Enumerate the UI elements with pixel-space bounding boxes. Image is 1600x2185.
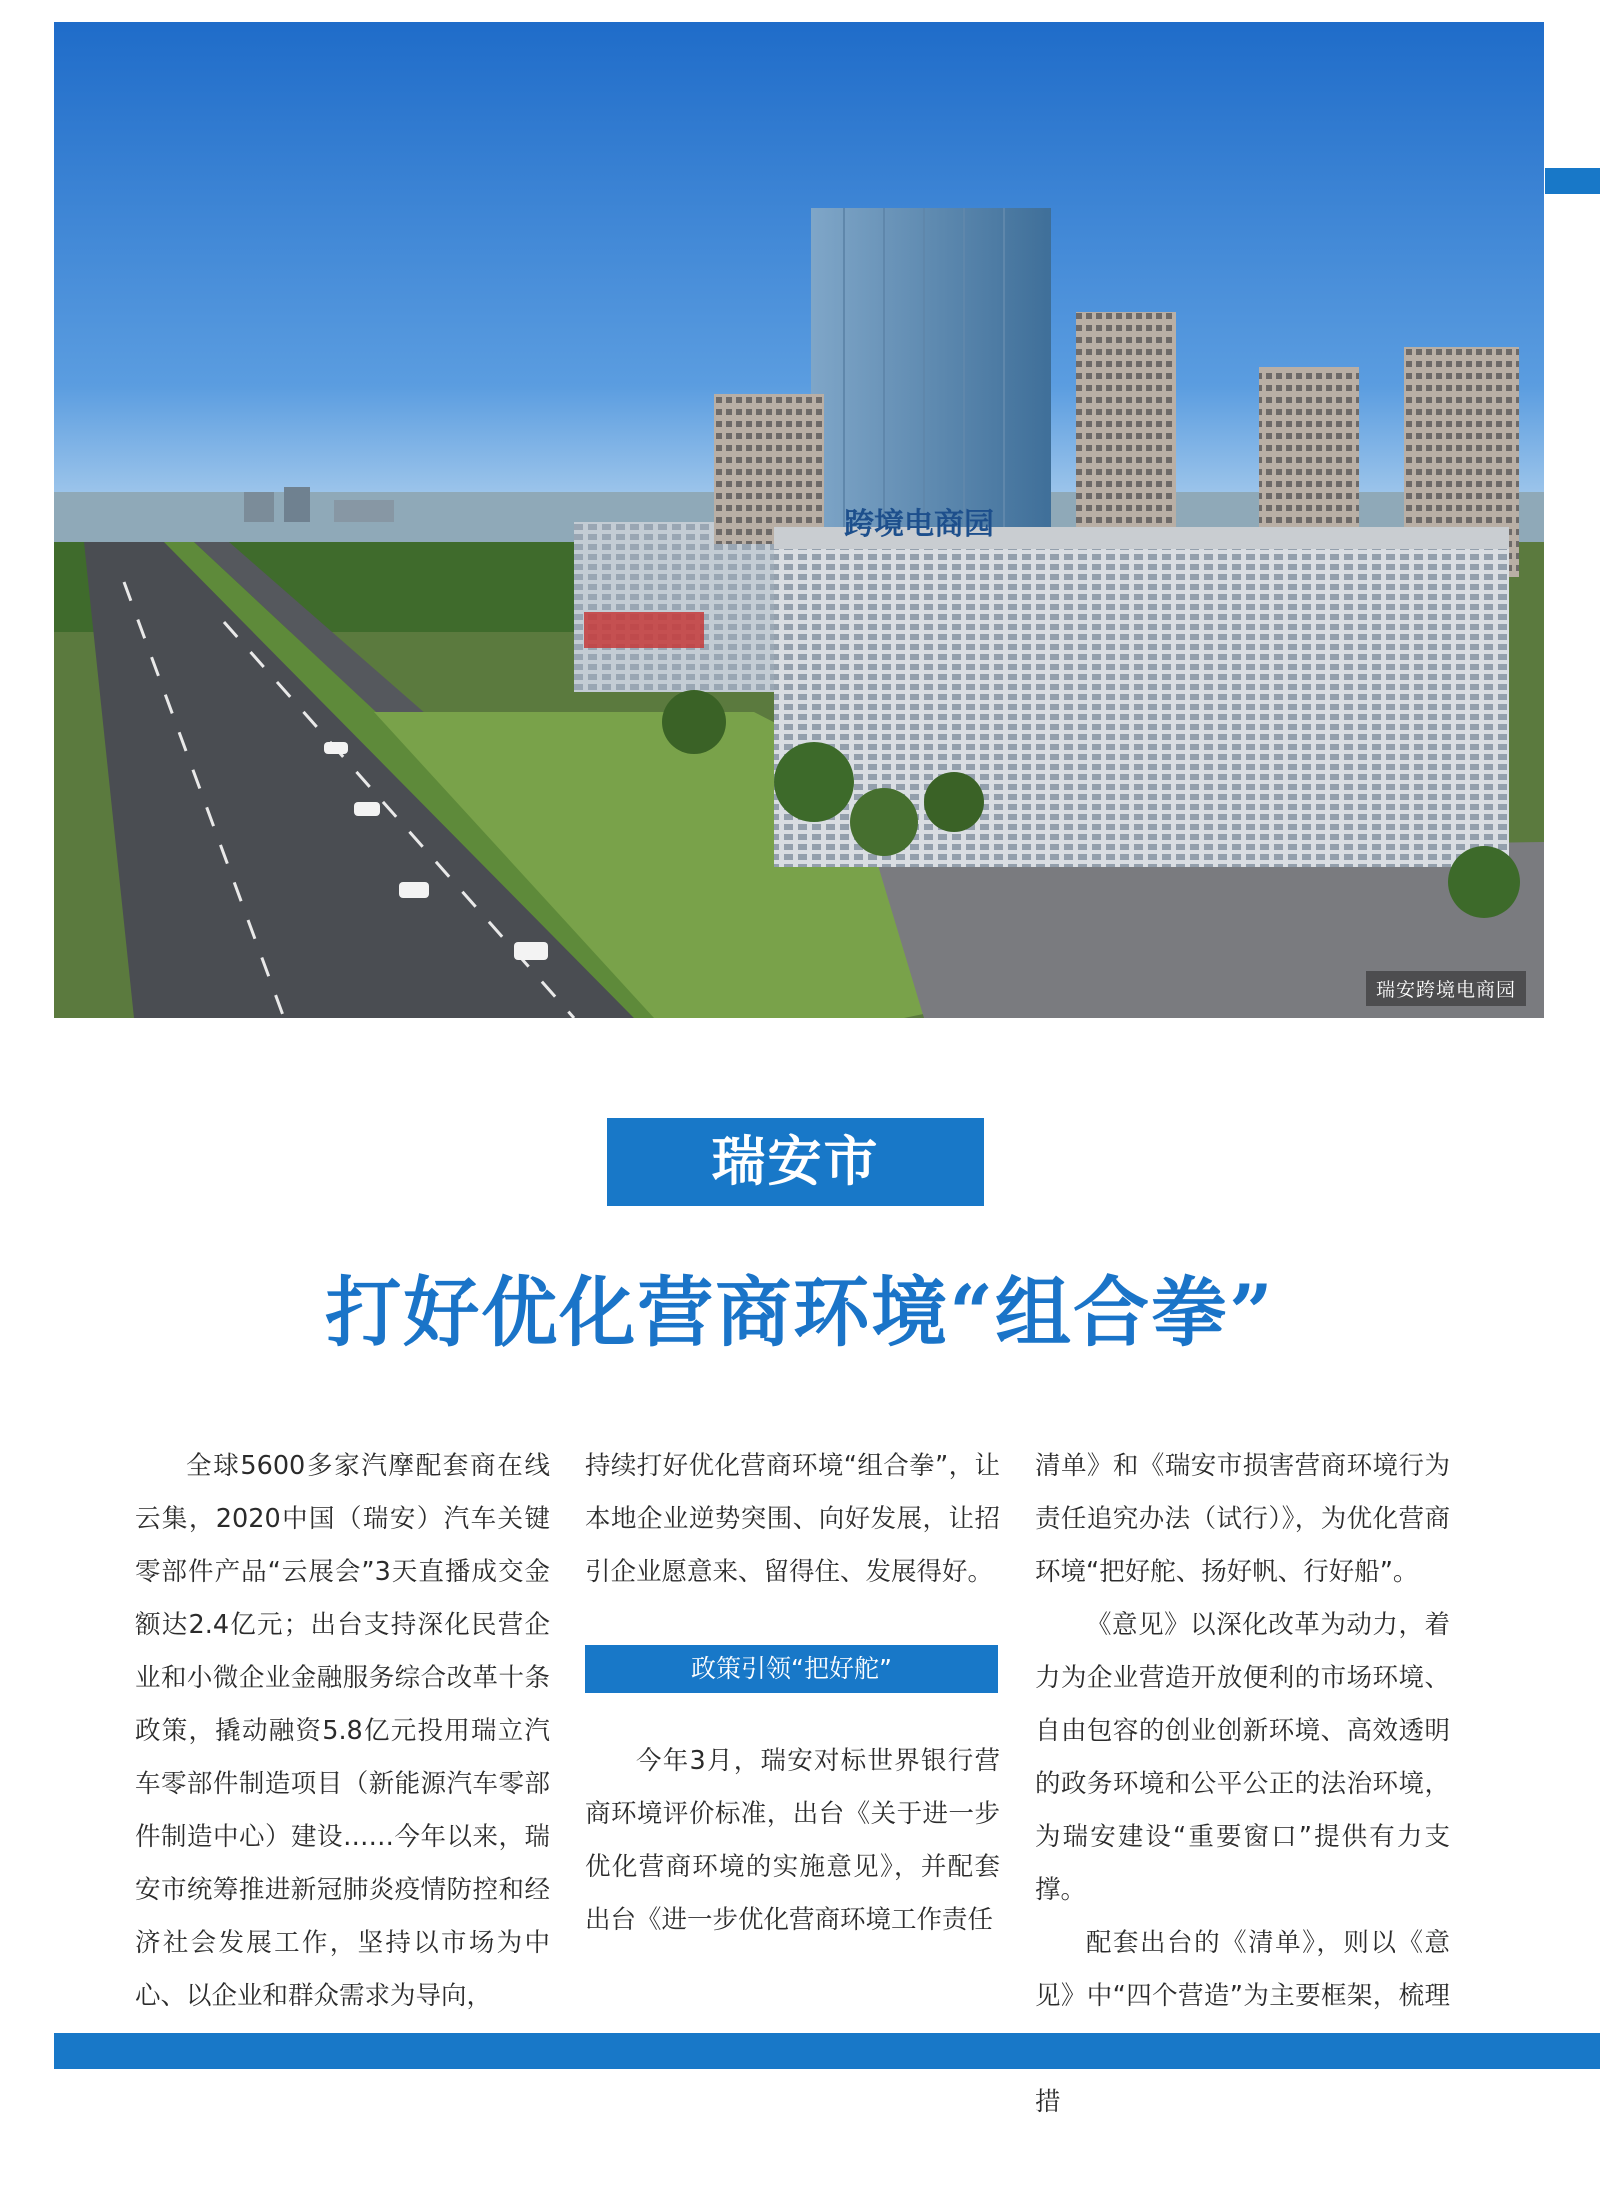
photo-caption: 瑞安跨境电商园	[1366, 971, 1526, 1006]
paragraph: 今年3月，瑞安对标世界银行营商环境评价标准，出台《关于进一步优化营商环境的实施意见》，并配套出台《进一步优化营商环境工作责任	[585, 1746, 1000, 1935]
article-column-1	[135, 1440, 550, 2023]
paragraph: 配套出台的《清单》，则以《意见》中“四个营造”为主要框架，梳理 措	[1035, 1928, 1450, 2117]
paragraph: 全球5600多家汽摩配套商在线云集，2020中国（瑞安）汽车关键零部件产品“云展会”3天直播成交金额达2.4亿元；出台支持深化民营企业和小微企业金融服务综合改革十条政策，撬动融资5.8亿元投用瑞立汽车零部件制造项目（新能源汽车零部件制造中心）建设……今年以来，瑞安市统筹推进新冠肺炎疫情防控和经济社会发展工作，坚持以市场为中心、以企业和群众需求为导向，	[135, 1451, 550, 2011]
paragraph: 持续打好优化营商环境“组合拳”，让本地企业逆势突围、向好发展，让招引企业愿意来、留得住、发展得好。	[585, 1451, 1000, 1587]
city-title-box: 瑞安市	[607, 1118, 984, 1206]
hero-photo	[54, 22, 1544, 1018]
article-column-3	[1035, 1440, 1450, 2129]
article-column-2	[585, 1440, 1000, 1947]
section-heading: 政策引领“把好舵”	[585, 1645, 998, 1693]
svg-text:跨境电商园: 跨境电商园	[844, 507, 994, 542]
paragraph: 清单》和《瑞安市损害营商环境行为责任追究办法（试行）》，为优化营商环境“把好舵、扬好帆、行好船”。	[1035, 1451, 1450, 1587]
page-title: 打好优化营商环境“组合拳”	[325, 1268, 1275, 1357]
park-aerial-illustration	[54, 22, 1544, 1018]
edge-tab	[1545, 168, 1600, 194]
footer-bar	[54, 2033, 1600, 2069]
paragraph: 《意见》以深化改革为动力，着力为企业营造开放便利的市场环境、自由包容的创业创新环境、高效透明的政务环境和公平公正的法治环境，为瑞安建设“重要窗口”提供有力支撑。	[1035, 1610, 1450, 1905]
